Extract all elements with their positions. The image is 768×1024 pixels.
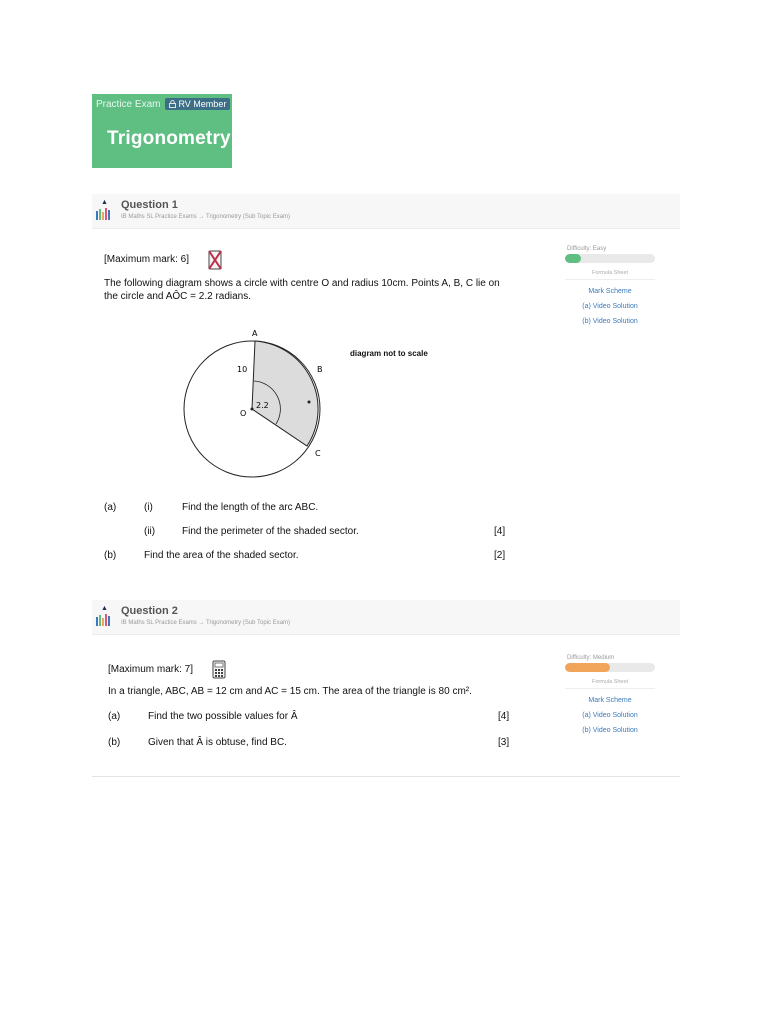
- part-a-i-text: Find the length of the arc ABC.: [182, 502, 319, 513]
- question-2-sidebar: [565, 655, 655, 734]
- max-mark: [Maximum mark: 7]: [108, 664, 194, 675]
- label-radius: 10: [237, 365, 248, 374]
- question-1-card: [92, 194, 680, 572]
- part-b-text: Given that Â is obtuse, find BC.: [148, 737, 287, 748]
- part-b-label: (b): [104, 550, 117, 561]
- part-a-i-label: (i): [144, 502, 153, 513]
- collapse-icon[interactable]: ▲: [101, 199, 108, 206]
- rv-member-label: RV Member: [178, 99, 227, 109]
- difficulty-fill: [565, 663, 610, 672]
- collapse-icon[interactable]: ▲: [101, 605, 108, 612]
- video-solution-b-link[interactable]: (b) Video Solution: [582, 727, 638, 734]
- rv-member-badge: [165, 98, 230, 110]
- lock-icon: [169, 100, 176, 108]
- formula-sheet-link[interactable]: Formula Sheet: [565, 679, 655, 689]
- part-a-ii-label: (ii): [144, 526, 156, 537]
- video-solution-a-link[interactable]: (a) Video Solution: [582, 303, 638, 310]
- label-c: C: [315, 449, 321, 458]
- question-2-header[interactable]: [92, 600, 680, 635]
- question-title: Question 1: [121, 199, 178, 211]
- question-intro-line-1: In a triangle, ABC, AB = 12 cm and AC = 15 cm. The area of the triangle is 80 cm².: [108, 686, 472, 697]
- breadcrumb: IB Maths SL Practice Exams → Trigonometry (Sub Topic Exam): [121, 620, 291, 626]
- video-solution-a-link[interactable]: (a) Video Solution: [582, 712, 638, 719]
- bar-chart-icon: [96, 614, 110, 626]
- label-b: B: [317, 365, 323, 374]
- question-intro-line-2: the circle and AÔC = 2.2 radians.: [104, 291, 252, 302]
- part-a-text: Find the two possible values for Â: [148, 711, 298, 722]
- difficulty-bar: [565, 663, 655, 672]
- part-a-label: (a): [108, 711, 121, 722]
- point-b-marker: [308, 401, 311, 404]
- question-intro-line-1: The following diagram shows a circle with centre O and radius 10cm. Points A, B, C lie on: [104, 278, 500, 289]
- breadcrumb: IB Maths SL Practice Exams → Trigonometry (Sub Topic Exam): [121, 214, 291, 220]
- part-b-text: Find the area of the shaded sector.: [144, 550, 299, 561]
- difficulty-bar: [565, 254, 655, 263]
- difficulty-label: Difficulty: Medium: [567, 655, 615, 661]
- exam-banner: [92, 94, 232, 168]
- bar-chart-icon: [96, 208, 110, 220]
- difficulty-label: Difficulty: Easy: [567, 246, 607, 252]
- question-1-header[interactable]: [92, 194, 680, 229]
- question-2-card: [92, 600, 680, 777]
- part-b-label: (b): [108, 737, 121, 748]
- label-angle: 2.2: [256, 401, 269, 410]
- part-b-marks: [2]: [494, 550, 506, 561]
- question-title: Question 2: [121, 605, 178, 617]
- circle-sector-diagram: [172, 326, 342, 486]
- part-a-label: (a): [104, 502, 117, 513]
- diagram-note: diagram not to scale: [350, 349, 428, 358]
- label-o: O: [240, 409, 247, 418]
- mark-scheme-link[interactable]: Mark Scheme: [588, 288, 632, 295]
- practice-exam-label: Practice Exam: [96, 98, 161, 110]
- part-a-marks: [4]: [498, 711, 510, 722]
- label-a: A: [252, 329, 258, 338]
- part-b-marks: [3]: [498, 737, 510, 748]
- question-1-sidebar: [565, 246, 655, 325]
- part-a-marks: [4]: [494, 526, 506, 537]
- calculator-icon: [212, 660, 226, 679]
- difficulty-fill: [565, 254, 581, 263]
- formula-sheet-link[interactable]: Formula Sheet: [565, 270, 655, 280]
- part-a-ii-text: Find the perimeter of the shaded sector.: [182, 526, 359, 537]
- centre-point: [251, 408, 254, 411]
- mark-scheme-link[interactable]: Mark Scheme: [588, 697, 632, 704]
- no-calculator-icon: [208, 250, 222, 270]
- max-mark: [Maximum mark: 6]: [104, 254, 190, 265]
- video-solution-b-link[interactable]: (b) Video Solution: [582, 318, 638, 325]
- banner-title: Trigonometry: [107, 128, 231, 149]
